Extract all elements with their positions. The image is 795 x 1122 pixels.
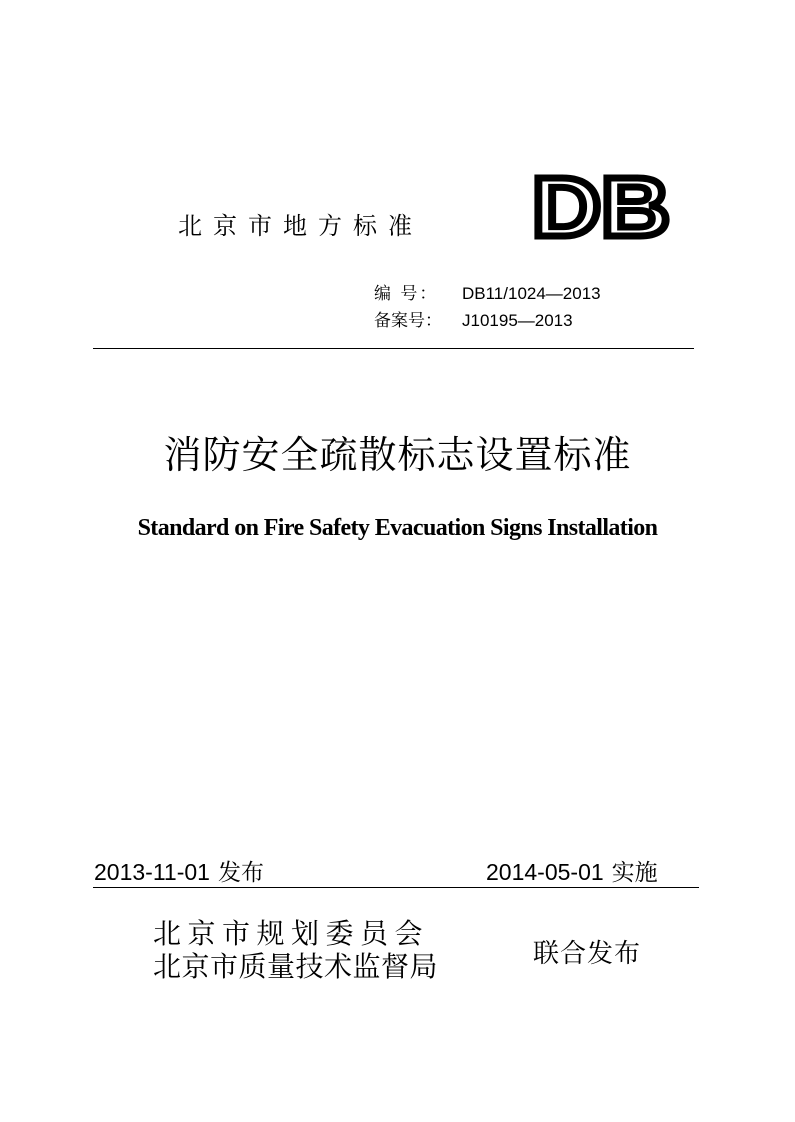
implement-date: 2014-05-01 (486, 859, 604, 885)
title-english: Standard on Fire Safety Evacuation Signs Installation (137, 515, 658, 541)
publish-date-line (94, 854, 264, 887)
standard-number-value: DB11/1024—2013 (462, 284, 601, 303)
filing-number-label: 备案号： (374, 311, 442, 331)
standard-type-label: 北京市地方标准 (178, 212, 423, 240)
publish-word: 发布 (217, 860, 264, 886)
db-logo (532, 168, 672, 240)
standard-number-row (374, 279, 601, 304)
top-divider (93, 348, 694, 349)
db-logo-text: DB (532, 168, 670, 240)
filing-number-row (374, 306, 573, 331)
standard-number-label: 编 号： (374, 284, 439, 304)
issuer-quality-bureau: 北京市质量技术监督局 (153, 950, 439, 983)
publish-date: 2013-11-01 (94, 859, 210, 885)
filing-number-value: J10195—2013 (462, 311, 573, 330)
implement-date-line (486, 854, 658, 887)
joint-publish-label: 联合发布 (533, 939, 642, 969)
bottom-divider (93, 887, 699, 888)
title-chinese: 消防安全疏散标志设置标准 (163, 433, 632, 477)
implement-word: 实施 (611, 860, 658, 886)
issuer-planning-commission: 北京市规划委员会 (153, 917, 430, 950)
